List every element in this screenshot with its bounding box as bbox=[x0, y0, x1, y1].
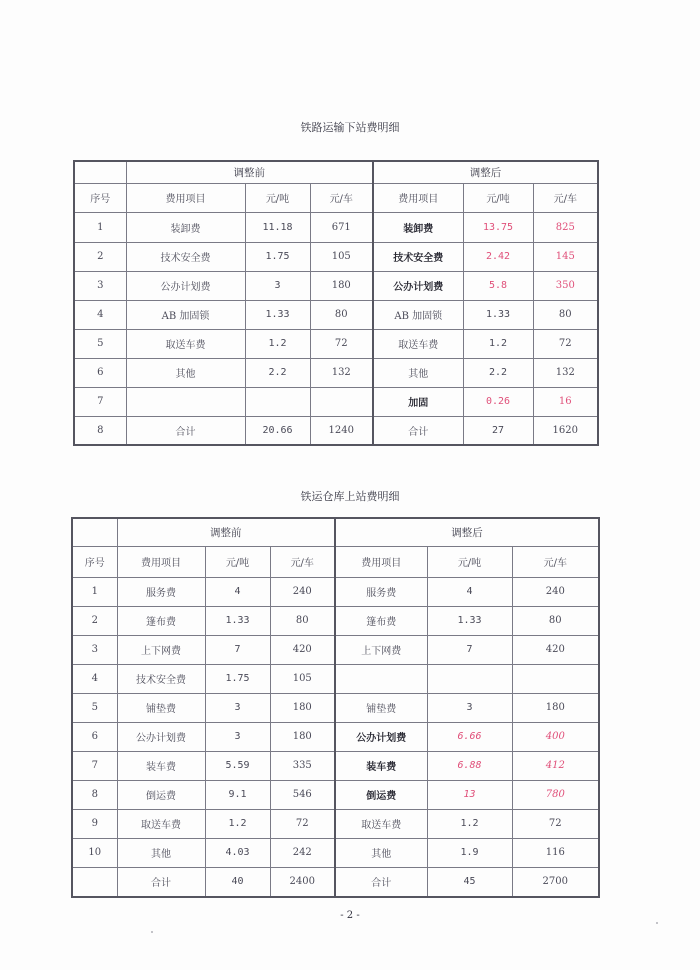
table-row bbox=[74, 271, 598, 300]
group-header-after: 调整后 bbox=[373, 161, 598, 183]
cell-item-before: 其他 bbox=[117, 838, 205, 867]
cell-item-before: 公办计划费 bbox=[126, 271, 245, 300]
cell-seq: 3 bbox=[72, 635, 117, 664]
cell-ton-before: 1.2 bbox=[245, 329, 310, 358]
cell-ton-after: 1.2 bbox=[463, 329, 533, 358]
cell-ton-after: 6.66 bbox=[427, 722, 512, 751]
cell-ton-before: 5.59 bbox=[205, 751, 270, 780]
cell-item-after: 上下网费 bbox=[335, 635, 427, 664]
cell-seq: 10 bbox=[72, 838, 117, 867]
cell-ton-before: 3 bbox=[205, 722, 270, 751]
cell-seq: 5 bbox=[74, 329, 126, 358]
cell-seq: 8 bbox=[72, 780, 117, 809]
cell-car-after: 132 bbox=[533, 358, 598, 387]
cell-car-after: 420 bbox=[512, 635, 599, 664]
cell-car-after: 80 bbox=[512, 606, 599, 635]
table-row bbox=[72, 867, 599, 897]
cell-ton-before: 1.75 bbox=[205, 664, 270, 693]
cell-car-before: 80 bbox=[270, 606, 335, 635]
cell-item-after: AB 加固锁 bbox=[373, 300, 463, 329]
table-row bbox=[74, 212, 598, 242]
cell-item-after: 技术安全费 bbox=[373, 242, 463, 271]
cell-ton-before: 1.75 bbox=[245, 242, 310, 271]
cell-item-before: 技术安全费 bbox=[117, 664, 205, 693]
cell-car-after: 180 bbox=[512, 693, 599, 722]
cell-ton-before: 20.66 bbox=[245, 416, 310, 445]
cell-car-before: 180 bbox=[270, 722, 335, 751]
cell-car-before: 105 bbox=[270, 664, 335, 693]
cell-item-before: 装车费 bbox=[117, 751, 205, 780]
cell-seq: 4 bbox=[72, 664, 117, 693]
cell-car-before: 105 bbox=[310, 242, 373, 271]
header-per-car-after: 元/车 bbox=[512, 546, 599, 577]
cell-item-after: 装卸费 bbox=[373, 212, 463, 242]
cell-ton-before: 1.33 bbox=[205, 606, 270, 635]
header-per-car-before: 元/车 bbox=[270, 546, 335, 577]
cell-item-after: 公办计划费 bbox=[335, 722, 427, 751]
header-item-after: 费用项目 bbox=[373, 183, 463, 212]
cell-ton-after: 1.2 bbox=[427, 809, 512, 838]
cell-item-before: 篷布费 bbox=[117, 606, 205, 635]
cell-ton-before: 11.18 bbox=[245, 212, 310, 242]
cell-item-after: 其他 bbox=[335, 838, 427, 867]
cell-item-before: 服务费 bbox=[117, 577, 205, 606]
cell-ton-before: 9.1 bbox=[205, 780, 270, 809]
cell-car-after: 825 bbox=[533, 212, 598, 242]
cell-seq: 1 bbox=[72, 577, 117, 606]
cell-car-after: 350 bbox=[533, 271, 598, 300]
cell-ton-before: 2.2 bbox=[245, 358, 310, 387]
cell-ton-before: 3 bbox=[245, 271, 310, 300]
cell-ton-after: 2.2 bbox=[463, 358, 533, 387]
cell-seq: 8 bbox=[74, 416, 126, 445]
cell-ton-after: 13.75 bbox=[463, 212, 533, 242]
cell-car-before: 335 bbox=[270, 751, 335, 780]
cell-ton-before bbox=[245, 387, 310, 416]
cell-item-before: 合计 bbox=[126, 416, 245, 445]
cell-item-before: 装卸费 bbox=[126, 212, 245, 242]
table-row bbox=[74, 416, 598, 445]
cell-car-after: 72 bbox=[512, 809, 599, 838]
cell-seq bbox=[72, 867, 117, 897]
cell-ton-after: 45 bbox=[427, 867, 512, 897]
cell-ton-after: 6.88 bbox=[427, 751, 512, 780]
warehouse-loading-fee-table bbox=[71, 517, 600, 898]
cell-car-after bbox=[512, 664, 599, 693]
cell-car-after: 80 bbox=[533, 300, 598, 329]
cell-seq: 3 bbox=[74, 271, 126, 300]
cell-ton-before: 4.03 bbox=[205, 838, 270, 867]
group-header-before: 调整前 bbox=[126, 161, 373, 183]
table-row bbox=[74, 358, 598, 387]
cell-ton-before: 7 bbox=[205, 635, 270, 664]
header-per-ton-after: 元/吨 bbox=[427, 546, 512, 577]
cell-item-before: 取送车费 bbox=[126, 329, 245, 358]
cell-item-before: 取送车费 bbox=[117, 809, 205, 838]
scan-speck bbox=[656, 922, 658, 924]
group-header-before: 调整前 bbox=[117, 518, 335, 546]
cell-car-before: 72 bbox=[270, 809, 335, 838]
table1-title: 铁路运输下站费明细 bbox=[300, 121, 400, 134]
cell-item-before: 合计 bbox=[117, 867, 205, 897]
cell-car-after: 780 bbox=[512, 780, 599, 809]
table-row bbox=[74, 329, 598, 358]
cell-car-before: 80 bbox=[310, 300, 373, 329]
cell-item-after: 篷布费 bbox=[335, 606, 427, 635]
table-row bbox=[72, 751, 599, 780]
table-row bbox=[72, 838, 599, 867]
header-seq: 序号 bbox=[74, 183, 126, 212]
cell-seq: 5 bbox=[72, 693, 117, 722]
cell-car-before: 132 bbox=[310, 358, 373, 387]
cell-car-before: 240 bbox=[270, 577, 335, 606]
cell-item-before: 上下网费 bbox=[117, 635, 205, 664]
cell-car-after: 240 bbox=[512, 577, 599, 606]
corner-cell bbox=[72, 518, 117, 546]
table-row bbox=[72, 722, 599, 751]
cell-item-after: 加固 bbox=[373, 387, 463, 416]
cell-item-before: 其他 bbox=[126, 358, 245, 387]
table-row bbox=[72, 780, 599, 809]
cell-car-after: 16 bbox=[533, 387, 598, 416]
scan-speck bbox=[151, 931, 153, 933]
cell-car-after: 400 bbox=[512, 722, 599, 751]
header-per-ton-after: 元/吨 bbox=[463, 183, 533, 212]
cell-item-after: 合计 bbox=[373, 416, 463, 445]
cell-car-after: 72 bbox=[533, 329, 598, 358]
cell-seq: 2 bbox=[74, 242, 126, 271]
header-item-before: 费用项目 bbox=[117, 546, 205, 577]
cell-item-after: 倒运费 bbox=[335, 780, 427, 809]
cell-seq: 2 bbox=[72, 606, 117, 635]
cell-item-after: 铺垫费 bbox=[335, 693, 427, 722]
cell-car-before: 180 bbox=[310, 271, 373, 300]
group-header-after: 调整后 bbox=[335, 518, 599, 546]
cell-seq: 7 bbox=[74, 387, 126, 416]
table-row bbox=[74, 300, 598, 329]
header-per-car-after: 元/车 bbox=[533, 183, 598, 212]
cell-ton-after bbox=[427, 664, 512, 693]
table2-title: 铁运仓库上站费明细 bbox=[300, 490, 400, 503]
corner-cell bbox=[74, 161, 126, 183]
cell-seq: 4 bbox=[74, 300, 126, 329]
cell-item-before: 倒运费 bbox=[117, 780, 205, 809]
cell-item-after: 取送车费 bbox=[335, 809, 427, 838]
cell-ton-before: 4 bbox=[205, 577, 270, 606]
cell-ton-after: 5.8 bbox=[463, 271, 533, 300]
cell-ton-before: 1.2 bbox=[205, 809, 270, 838]
cell-ton-after: 13 bbox=[427, 780, 512, 809]
cell-car-before: 242 bbox=[270, 838, 335, 867]
cell-item-after: 合计 bbox=[335, 867, 427, 897]
header-per-car-before: 元/车 bbox=[310, 183, 373, 212]
cell-item-before: AB 加固锁 bbox=[126, 300, 245, 329]
cell-car-before: 180 bbox=[270, 693, 335, 722]
cell-item-after bbox=[335, 664, 427, 693]
table-row bbox=[72, 664, 599, 693]
header-item-before: 费用项目 bbox=[126, 183, 245, 212]
header-per-ton-before: 元/吨 bbox=[205, 546, 270, 577]
cell-item-before bbox=[126, 387, 245, 416]
railway-unloading-fee-table bbox=[73, 160, 599, 446]
cell-item-before: 公办计划费 bbox=[117, 722, 205, 751]
cell-item-after: 取送车费 bbox=[373, 329, 463, 358]
cell-seq: 6 bbox=[72, 722, 117, 751]
cell-car-before bbox=[310, 387, 373, 416]
cell-item-after: 公办计划费 bbox=[373, 271, 463, 300]
cell-car-before: 1240 bbox=[310, 416, 373, 445]
cell-car-before: 72 bbox=[310, 329, 373, 358]
table-row bbox=[72, 635, 599, 664]
cell-ton-before: 3 bbox=[205, 693, 270, 722]
table-row bbox=[72, 577, 599, 606]
cell-item-after: 装车费 bbox=[335, 751, 427, 780]
header-per-ton-before: 元/吨 bbox=[245, 183, 310, 212]
cell-ton-after: 1.33 bbox=[463, 300, 533, 329]
table-row bbox=[72, 693, 599, 722]
cell-car-before: 2400 bbox=[270, 867, 335, 897]
cell-car-after: 145 bbox=[533, 242, 598, 271]
cell-car-after: 1620 bbox=[533, 416, 598, 445]
cell-item-before: 铺垫费 bbox=[117, 693, 205, 722]
cell-item-after: 其他 bbox=[373, 358, 463, 387]
page-number: - 2 - bbox=[340, 910, 360, 921]
header-item-after: 费用项目 bbox=[335, 546, 427, 577]
cell-car-before: 671 bbox=[310, 212, 373, 242]
cell-seq: 7 bbox=[72, 751, 117, 780]
header-seq: 序号 bbox=[72, 546, 117, 577]
table-row bbox=[72, 809, 599, 838]
cell-ton-after: 7 bbox=[427, 635, 512, 664]
cell-ton-after: 3 bbox=[427, 693, 512, 722]
cell-seq: 9 bbox=[72, 809, 117, 838]
cell-car-after: 412 bbox=[512, 751, 599, 780]
table-row bbox=[72, 606, 599, 635]
cell-car-after: 116 bbox=[512, 838, 599, 867]
table-row bbox=[74, 242, 598, 271]
cell-seq: 6 bbox=[74, 358, 126, 387]
cell-car-after: 2700 bbox=[512, 867, 599, 897]
cell-ton-before: 1.33 bbox=[245, 300, 310, 329]
cell-ton-after: 4 bbox=[427, 577, 512, 606]
cell-ton-after: 2.42 bbox=[463, 242, 533, 271]
cell-ton-after: 27 bbox=[463, 416, 533, 445]
cell-ton-after: 0.26 bbox=[463, 387, 533, 416]
cell-seq: 1 bbox=[74, 212, 126, 242]
cell-ton-before: 40 bbox=[205, 867, 270, 897]
cell-item-before: 技术安全费 bbox=[126, 242, 245, 271]
cell-car-before: 546 bbox=[270, 780, 335, 809]
table-row bbox=[74, 387, 598, 416]
cell-ton-after: 1.33 bbox=[427, 606, 512, 635]
cell-car-before: 420 bbox=[270, 635, 335, 664]
cell-item-after: 服务费 bbox=[335, 577, 427, 606]
cell-ton-after: 1.9 bbox=[427, 838, 512, 867]
